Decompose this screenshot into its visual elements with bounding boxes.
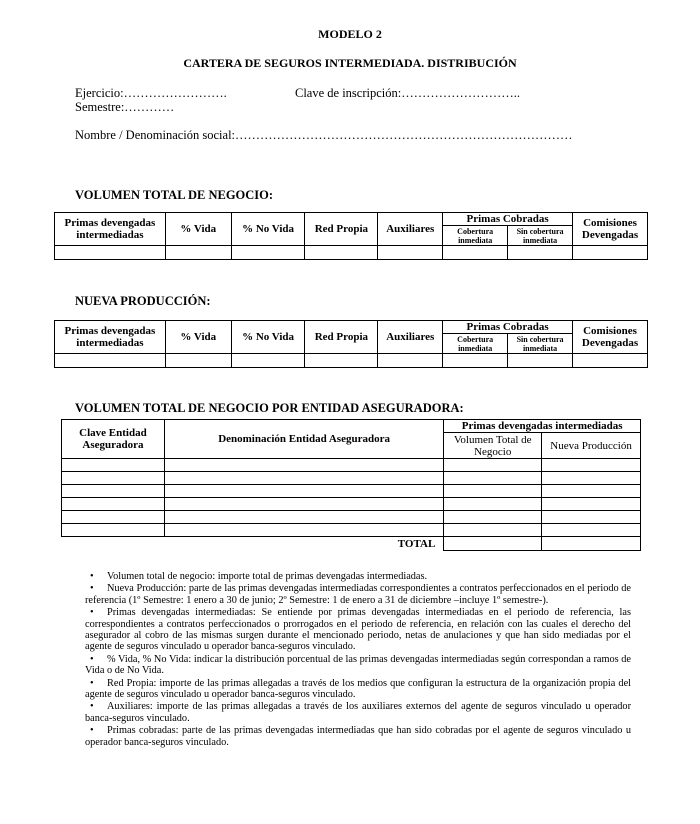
table-row xyxy=(55,354,648,368)
note-item: • Auxiliares: importe de las primas allegadas a través de los auxiliares externos del agente de seguros vinculado u operador banca-seguros vinculado. xyxy=(85,701,631,724)
bullet-icon: • xyxy=(90,725,94,737)
col-sin-cobertura: Sin cobertura inmediata xyxy=(508,226,573,246)
col-primas-cobradas: Primas Cobradas xyxy=(443,213,573,226)
table-row xyxy=(62,511,641,524)
col-vida: % Vida xyxy=(165,321,231,354)
col-vida: % Vida xyxy=(165,213,231,246)
semestre-field: Semestre:………… xyxy=(75,100,175,114)
note-item: • Primas devengadas intermediadas: Se entiende por primas devengadas intermediadas en el periodo de referencia, las correspondientes a contratos perfeccionados o prorrogados en el periodo de referencia, en relación con las cuales el derecho del asegurador al cobro de las mismas surgen durante el mencionado periodo, netas de anulaciones y que han sido mediadas por el agente de seguros vinculado u operador banca-seguros vinculado. xyxy=(85,607,631,653)
model-number: MODELO 2 xyxy=(318,27,382,41)
section-volumen-total-title: VOLUMEN TOTAL DE NEGOCIO: xyxy=(75,188,274,202)
notes-list xyxy=(85,571,631,749)
bullet-icon: • xyxy=(90,607,94,619)
table-row xyxy=(62,498,641,511)
col-cobertura-inmediata: Cobertura inmediata xyxy=(443,226,508,246)
bullet-icon: • xyxy=(90,653,94,665)
col-red-propia: Red Propia xyxy=(305,321,378,354)
bullet-icon: • xyxy=(90,701,94,713)
entidad-aseguradora-table xyxy=(61,419,641,551)
col-comisiones: Comisiones Devengadas xyxy=(573,321,648,354)
table-row xyxy=(55,246,648,260)
col-clave-entidad: Clave Entidad Aseguradora xyxy=(62,420,165,459)
col-primas-cobradas: Primas Cobradas xyxy=(443,321,573,334)
table-row xyxy=(62,472,641,485)
bullet-icon: • xyxy=(90,583,94,595)
col-sin-cobertura: Sin cobertura inmediata xyxy=(508,334,573,354)
col-no-vida: % No Vida xyxy=(231,213,305,246)
col-primas-devengadas-group: Primas devengadas intermediadas xyxy=(444,420,641,433)
nombre-field: Nombre / Denominación social:……………………………………………………………………… xyxy=(75,128,573,142)
col-auxiliares: Auxiliares xyxy=(378,321,443,354)
section-por-entidad-title: VOLUMEN TOTAL DE NEGOCIO POR ENTIDAD ASEGURADORA: xyxy=(75,401,464,415)
col-red-propia: Red Propia xyxy=(305,213,378,246)
ejercicio-field: Ejercicio:……………………. xyxy=(75,86,227,100)
col-auxiliares: Auxiliares xyxy=(378,213,443,246)
document-title: CARTERA DE SEGUROS INTERMEDIADA. DISTRIBUCIÓN xyxy=(183,56,517,70)
total-row xyxy=(62,537,641,551)
nueva-produccion-table xyxy=(54,320,648,368)
note-item: • Primas cobradas: parte de las primas devengadas intermediadas que han sido cobradas por el agente de seguros vinculado u operador banca-seguros vinculado. xyxy=(85,725,631,748)
note-item: • Nueva Producción: parte de las primas devengadas intermediadas correspondientes a contratos perfeccionados en el periodo de referencia (1º Semestre: 1 enero a 30 de junio; 2º Semestre: 1 de enero a 31 de diciembre –incluye 1º semestre-). xyxy=(85,583,631,606)
clave-inscripcion-field: Clave de inscripción:……………………….. xyxy=(295,86,520,100)
col-primas-devengadas: Primas devengadas intermediadas xyxy=(55,321,166,354)
bullet-icon: • xyxy=(90,677,94,689)
bullet-icon: • xyxy=(90,571,94,582)
col-cobertura-inmediata: Cobertura inmediata xyxy=(443,334,508,354)
note-item: • Red Propia: importe de las primas allegadas a través de los medios que configuran la estructura de la organización propia del agente de seguros vinculado u operador banca-seguros vinculado. xyxy=(85,677,631,701)
col-volumen-total: Volumen Total de Negocio xyxy=(444,433,542,459)
section-nueva-produccion-title: NUEVA PRODUCCIÓN: xyxy=(75,294,211,308)
note-item: • % Vida, % No Vida: indicar la distribución porcentual de las primas devengadas intermediadas según correspondan a ramos de Vida o de No Vida. xyxy=(85,653,631,677)
table-row xyxy=(62,459,641,472)
col-nueva-produccion: Nueva Producción xyxy=(542,433,641,459)
note-item: • Volumen total de negocio: importe total de primas devengadas intermediadas. xyxy=(85,571,631,582)
table-row xyxy=(62,524,641,537)
col-denominacion-entidad: Denominación Entidad Aseguradora xyxy=(164,420,443,459)
total-label: TOTAL xyxy=(397,537,436,550)
col-no-vida: % No Vida xyxy=(231,321,305,354)
table-row xyxy=(62,485,641,498)
col-primas-devengadas: Primas devengadas intermediadas xyxy=(55,213,166,246)
col-comisiones: Comisiones Devengadas xyxy=(573,213,648,246)
volumen-total-table xyxy=(54,212,648,260)
